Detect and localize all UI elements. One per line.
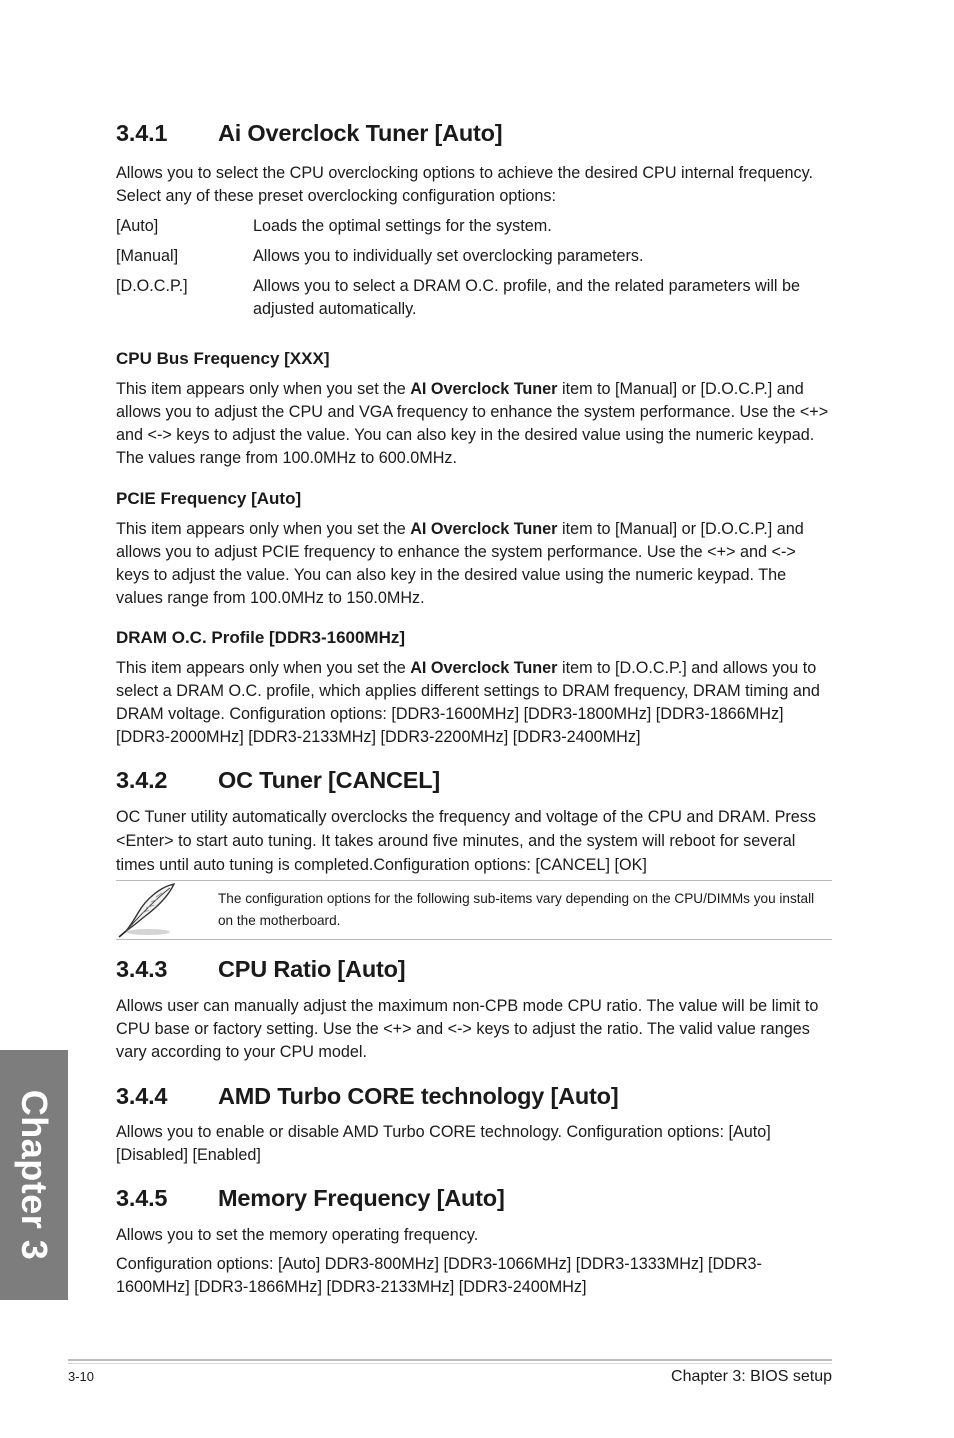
bold-term: AI Overclock Tuner xyxy=(410,659,558,677)
text-run: This item appears only when you set the xyxy=(116,520,411,538)
section-number: 3.4.3 xyxy=(116,956,168,982)
memory-frequency-body: Allows you to set the memory operating frequency. xyxy=(116,1226,479,1244)
subheading-dram-oc-profile: DRAM O.C. Profile [DDR3-1600MHz] xyxy=(116,628,406,647)
text-run: This item appears only when you set the xyxy=(116,659,411,677)
chapter-tab-label: Chapter 3 xyxy=(14,1089,55,1261)
section-number: 3.4.2 xyxy=(116,767,168,793)
section-title: Ai Overclock Tuner [Auto] xyxy=(218,120,503,146)
section-title: Memory Frequency [Auto] xyxy=(218,1185,505,1211)
footer-page-number: 3-10 xyxy=(68,1369,95,1384)
option-row-auto xyxy=(116,215,832,238)
section-heading-3-4-4 xyxy=(116,1081,832,1111)
option-row-docp xyxy=(116,275,832,321)
section-heading-3-4-1 xyxy=(116,118,832,148)
section-number: 3.4.1 xyxy=(116,120,168,146)
text-run: item to [D.O.C.P.] and allows you to select a DRAM O.C. profile, which applies different settings to DRAM frequency, DRAM timing and DRAM voltage. Configuration options: [DDR3-1600MHz] [DDR3-1800MHz] [DDR3-1866MHz] [DDR3-2000MHz] [DDR3-2133MHz] [DDR3-2200MHz] [DDR3-2400MHz] xyxy=(116,659,820,746)
text-run: item to [Manual] or [D.O.C.P.] and allows you to adjust the CPU and VGA frequency to enhance the system performance. Use the <+> and <-> keys to adjust the value. You can also key in the desired value using the numeric keypad. The values range from 100.0MHz to 600.0MHz. xyxy=(116,380,829,467)
option-key: [D.O.C.P.] xyxy=(116,277,188,295)
section-heading-3-4-2 xyxy=(116,765,832,795)
oc-tuner-body: OC Tuner utility automatically overclocks the frequency and voltage of the CPU and DRAM. Press <Enter> to start auto tuning. It takes around five minutes, and the system will reboot for several times until auto tuning is completed.Configuration options: [CANCEL] [OK] xyxy=(116,808,816,874)
option-desc: Loads the optimal settings for the system. xyxy=(253,217,552,235)
feather-pen-icon xyxy=(116,881,182,939)
text-run: This item appears only when you set the xyxy=(116,380,411,398)
note-feather-icon xyxy=(116,881,218,939)
cpu-ratio-body: Allows user can manually adjust the maximum non-CPB mode CPU ratio. The value will be limit to CPU base or factory setting. Use the <+> and <-> keys to adjust the ratio. The valid value ranges vary according to your CPU model. xyxy=(116,997,819,1061)
section-intro: Allows you to select the CPU overclocking options to achieve the desired CPU internal frequency. Select any of these preset overclocking configuration options: xyxy=(116,164,814,205)
page-content xyxy=(116,118,832,1299)
section-title: OC Tuner [CANCEL] xyxy=(218,767,441,793)
memory-frequency-options: Configuration options: [Auto] DDR3-800MHz] [DDR3-1066MHz] [DDR3-1333MHz] [DDR3-1600MHz] [DDR3-1866MHz] [DDR3-2133MHz] [DDR3-2400MHz] xyxy=(116,1255,762,1296)
section-heading-3-4-3 xyxy=(116,954,832,984)
section-heading-3-4-5 xyxy=(116,1183,832,1213)
option-desc: Allows you to select a DRAM O.C. profile, and the related parameters will be adjusted automatically. xyxy=(253,277,801,318)
bold-term: AI Overclock Tuner xyxy=(410,520,558,538)
note-text: The configuration options for the following sub-items vary depending on the CPU/DIMMs you install on the motherboard. xyxy=(218,891,815,928)
pcie-frequency-body xyxy=(116,518,832,610)
chapter-tab xyxy=(0,1050,68,1300)
option-desc: Allows you to individually set overclocking parameters. xyxy=(253,247,644,265)
option-list xyxy=(116,215,832,321)
cpu-bus-frequency-body xyxy=(116,378,832,470)
section-title: CPU Ratio [Auto] xyxy=(218,956,406,982)
text-run: item to [Manual] or [D.O.C.P.] and allows you to adjust PCIE frequency to enhance the system performance. Use the <+> and <-> keys to adjust the value. You can also key in the desired value using the numeric keypad. The values range from 100.0MHz to 150.0MHz. xyxy=(116,520,804,607)
amd-turbo-core-body: Allows you to enable or disable AMD Turbo CORE technology. Configuration options: [Auto] [Disabled] [Enabled] xyxy=(116,1123,771,1164)
section-title: AMD Turbo CORE technology [Auto] xyxy=(218,1083,619,1109)
option-row-manual xyxy=(116,245,832,268)
option-key: [Auto] xyxy=(116,217,159,235)
bold-term: AI Overclock Tuner xyxy=(410,380,558,398)
footer-rule-thin xyxy=(68,1363,832,1364)
section-number: 3.4.5 xyxy=(116,1185,168,1211)
subheading-pcie-frequency: PCIE Frequency [Auto] xyxy=(116,489,302,508)
dram-oc-profile-body xyxy=(116,657,832,749)
subheading-cpu-bus-frequency: CPU Bus Frequency [XXX] xyxy=(116,349,330,368)
footer-rule xyxy=(68,1359,832,1361)
note-box xyxy=(116,880,832,940)
option-key: [Manual] xyxy=(116,247,179,265)
footer-chapter-title: Chapter 3: BIOS setup xyxy=(671,1368,832,1385)
section-number: 3.4.4 xyxy=(116,1083,168,1109)
